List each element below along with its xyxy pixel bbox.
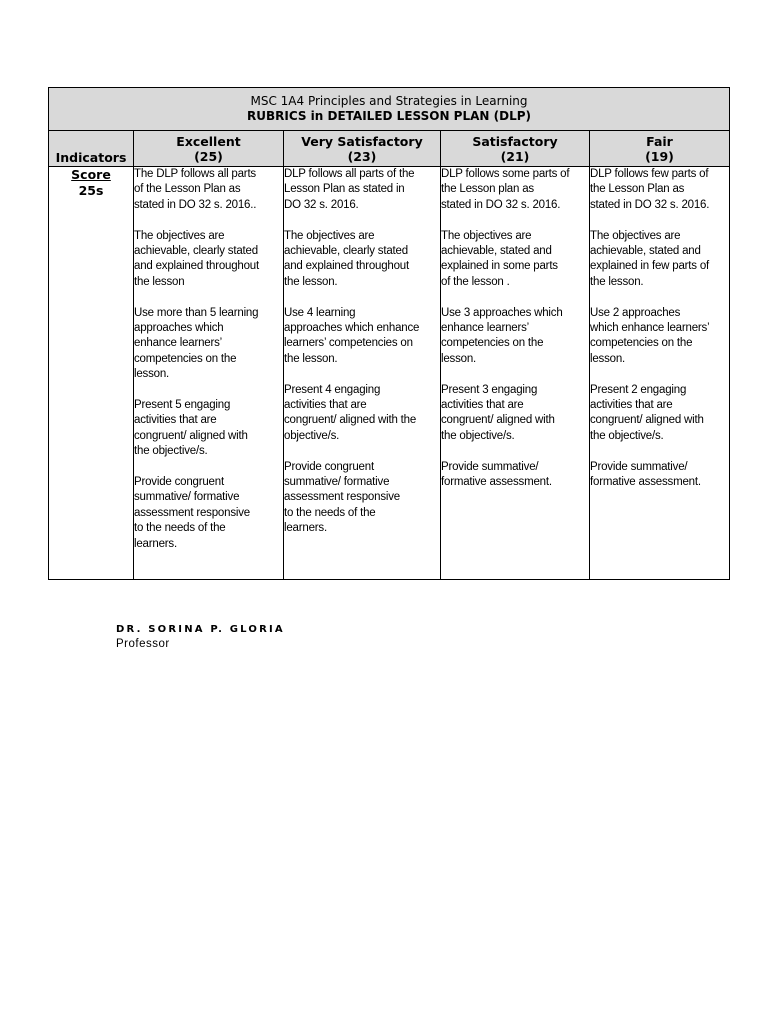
column-header-very-satisfactory (284, 131, 441, 167)
criteria-cell-fair (590, 167, 730, 580)
criterion-text: Use 3 approaches which enhance learners’ competencies on the lesson. (441, 306, 563, 365)
criterion-text: Provide congruent summative/ formative assessment responsive to the needs of the learners. (134, 476, 250, 550)
score-value: 25s (78, 183, 104, 198)
criterion-text: The objectives are achievable, clearly stated and explained throughout the lesson (134, 229, 260, 288)
table-title-cell (49, 88, 730, 131)
column-points: (23) (347, 148, 377, 164)
criteria-cell-very-satisfactory (284, 167, 441, 580)
column-name: Fair (646, 133, 673, 149)
criterion-text: The objectives are achievable, stated and explained in some parts of the lesson . (441, 229, 558, 288)
criteria-cell-satisfactory (441, 167, 590, 580)
criterion-text: DLP follows few parts of the Lesson Plan as stated in DO 32 s. 2016. (590, 168, 710, 211)
column-header-excellent (134, 131, 284, 167)
column-points: (21) (500, 148, 530, 164)
rubric-title: RUBRICS in DETAILED LESSON PLAN (DLP) (247, 109, 531, 123)
criterion-text: Present 5 engaging activities that are congruent/ aligned with the objective/s. (134, 399, 248, 458)
criterion-text: Use more than 5 learning approaches which enhance learners’ competencies on the lesson. (134, 306, 259, 381)
title-row (49, 88, 730, 131)
criterion-text: Provide summative/ formative assessment. (441, 460, 552, 489)
criterion-text: Present 4 engaging activities that are congruent/ aligned with the objective/s. (284, 383, 417, 442)
column-name: Satisfactory (472, 133, 558, 149)
column-points: (19) (645, 148, 674, 164)
criterion-text: Provide congruent summative/ formative assessment responsive to the needs of the learners. (284, 460, 400, 535)
indicators-header: Indicators (49, 131, 134, 167)
criterion-text: The objectives are achievable, clearly stated and explained throughout the lesson. (284, 229, 410, 288)
criteria-row (49, 167, 730, 580)
professor-name: DR. SORINA P. GLORIA (116, 624, 285, 635)
header-row (49, 131, 730, 167)
criterion-text: DLP follows all parts of the Lesson Plan as stated in DO 32 s. 2016. (284, 168, 415, 211)
criterion-text: Present 3 engaging activities that are congruent/ aligned with the objective/s. (441, 383, 555, 442)
signature-block (116, 623, 285, 651)
column-name: Very Satisfactory (301, 133, 423, 149)
criterion-text: Use 2 approaches which enhance learners’ competencies on the lesson. (590, 306, 710, 365)
column-header-fair (590, 131, 730, 167)
column-header-satisfactory (441, 131, 590, 167)
rubric-table (48, 87, 730, 580)
criteria-cell-excellent (134, 167, 284, 580)
column-name: Excellent (176, 133, 241, 149)
score-label: Score (71, 167, 111, 182)
criterion-text: Use 4 learning approaches which enhance learners’ competencies on the lesson. (284, 306, 420, 365)
score-cell (49, 167, 134, 580)
professor-title: Professor (116, 638, 170, 650)
criterion-text: Provide summative/ formative assessment. (590, 460, 701, 489)
criterion-text: The objectives are achievable, stated and explained in few parts of the lesson. (590, 229, 710, 288)
criterion-text: Present 2 engaging activities that are congruent/ aligned with the objective/s. (590, 383, 704, 442)
course-title: MSC 1A4 Principles and Strategies in Learning (250, 94, 528, 108)
column-points: (25) (194, 148, 223, 164)
criterion-text: DLP follows some parts of the Lesson plan as stated in DO 32 s. 2016. (441, 168, 570, 211)
criterion-text: The DLP follows all parts of the Lesson Plan as stated in DO 32 s. 2016.. (134, 168, 257, 211)
